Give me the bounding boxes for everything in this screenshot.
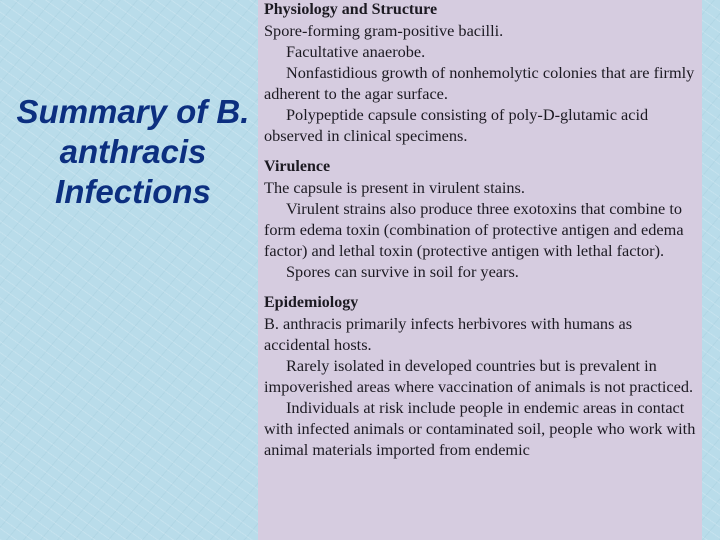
paragraph: Rarely isolated in developed countries but is prevalent in impoverished areas where vaccination of animals is not practiced. — [264, 356, 694, 396]
paragraph: Nonfastidious growth of nonhemolytic colonies that are firmly adherent to the agar surface. — [264, 63, 695, 103]
section-virulence — [264, 156, 702, 282]
slide-title-line: Summary of B. — [16, 93, 250, 130]
section-heading: Epidemiology — [264, 294, 359, 311]
paragraph: Spore-forming gram-positive bacilli. — [264, 21, 504, 40]
slide-title-line: Infections — [55, 173, 211, 210]
paragraph: Spores can survive in soil for years. — [286, 262, 519, 281]
paragraph: Facultative anaerobe. — [286, 42, 426, 61]
section-heading: Virulence — [264, 158, 331, 175]
paragraph: The capsule is present in virulent stains. — [264, 178, 525, 197]
section-physiology-structure — [264, 0, 702, 146]
paragraph: Polypeptide capsule consisting of poly-D-glutamic acid observed in clinical specimens. — [264, 105, 649, 145]
slide-title — [0, 92, 266, 212]
slide-title-line: anthracis — [59, 133, 207, 170]
paragraph: Individuals at risk include people in endemic areas in contact with infected animals or contaminated soil, people who work with animal materials imported from endemic — [264, 398, 696, 459]
paragraph: Virulent strains also produce three exotoxins that combine to form edema toxin (combination of protective antigen and edema factor) and lethal toxin (protective antigen with lethal factor). — [264, 199, 684, 260]
scanned-textbook-page — [258, 0, 702, 540]
section-heading: Physiology and Structure — [264, 1, 438, 18]
paragraph: B. anthracis primarily infects herbivores with humans as accidental hosts. — [264, 314, 633, 354]
section-epidemiology — [264, 292, 702, 460]
